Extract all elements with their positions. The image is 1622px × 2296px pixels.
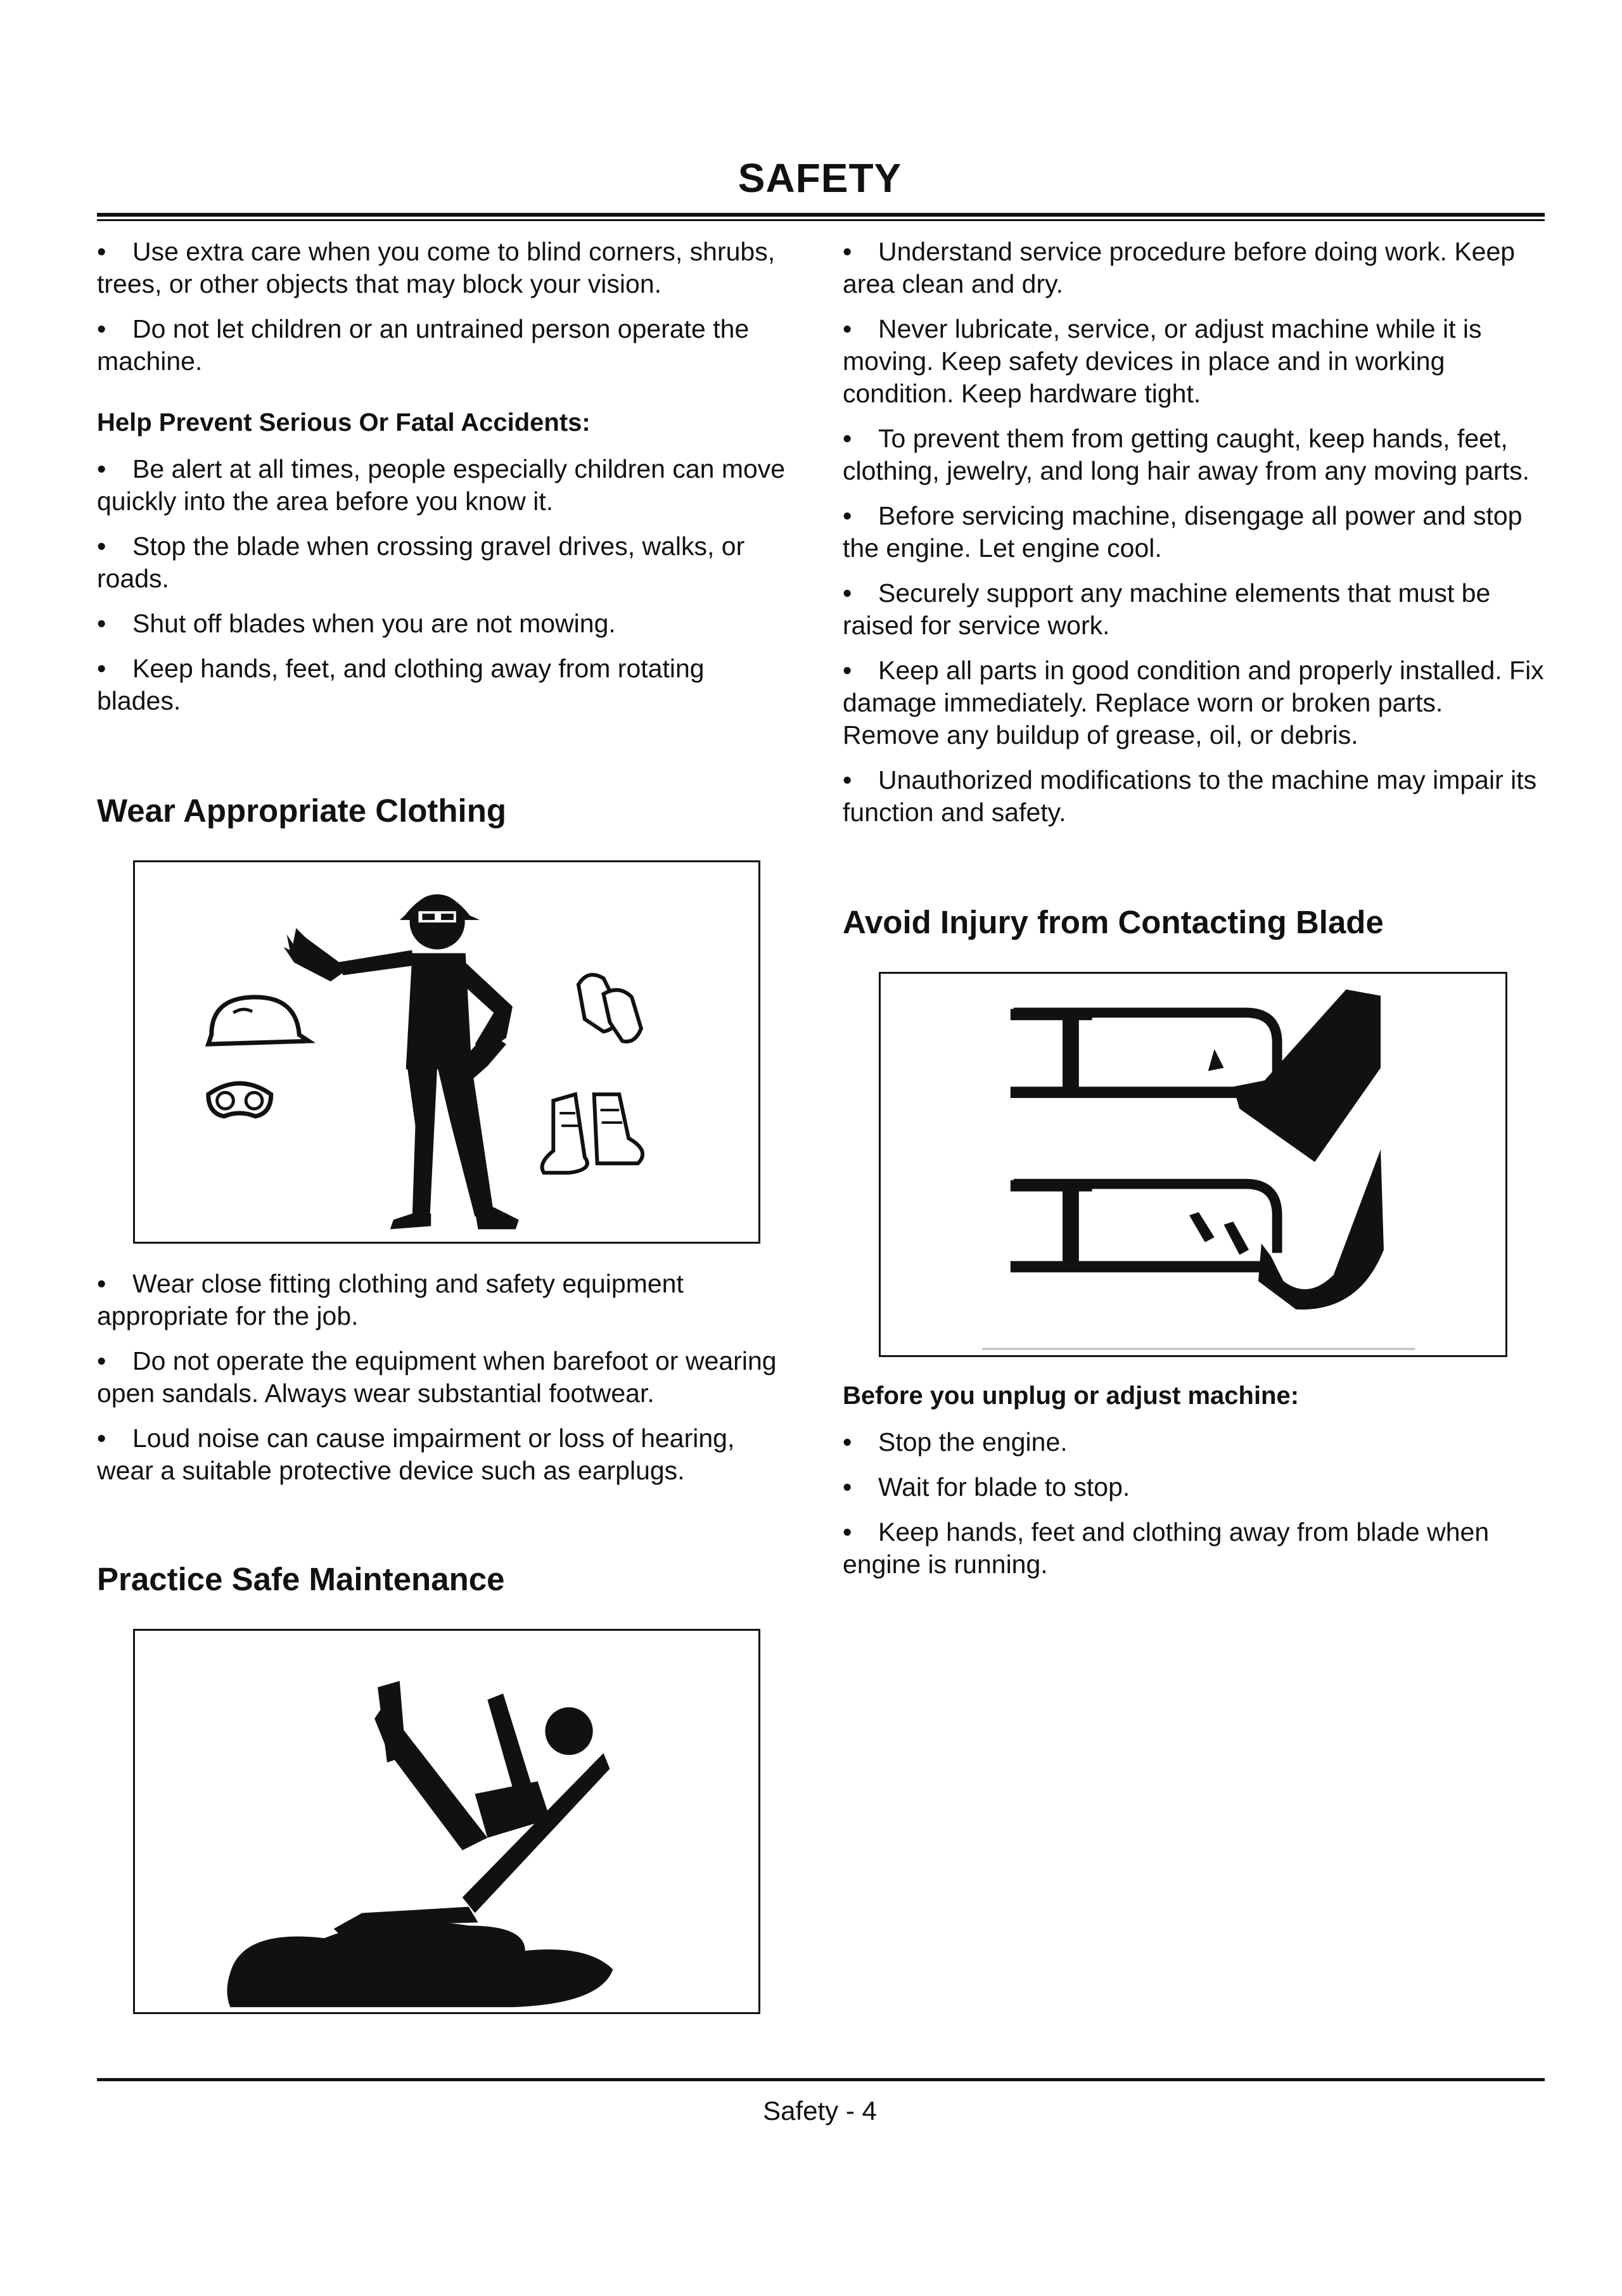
right-column xyxy=(843,236,1545,1593)
hand-contacting-blade-icon xyxy=(881,974,1505,1355)
list-item: • To prevent them from getting caught, keep hands, feet, clothing, jewelry, and long hair away from any moving parts. xyxy=(843,424,1529,485)
list-item: • Stop the engine. xyxy=(843,1426,1545,1458)
clothing-heading: Wear Appropriate Clothing xyxy=(97,793,507,829)
unplug-heading: Before you unplug or adjust machine: xyxy=(843,1382,1300,1410)
bullet-icon: • xyxy=(843,656,852,685)
bullet-icon: • xyxy=(843,1472,852,1502)
accidents-heading: Help Prevent Serious Or Fatal Accidents: xyxy=(97,409,591,437)
bullet-icon: • xyxy=(843,237,852,266)
list-item: • Before servicing machine, disengage all power and stop the engine. Let engine cool. xyxy=(843,501,1523,563)
list-item: • Do not let children or an untrained person operate the machine. xyxy=(97,314,750,376)
list-item: • Wait for blade to stop. xyxy=(843,1471,1545,1503)
bullet-icon: • xyxy=(97,654,106,683)
list-item: • Wear close fitting clothing and safety equipment appropriate for the job. xyxy=(97,1269,684,1330)
bullet-icon: • xyxy=(97,1424,106,1453)
bullet-icon: • xyxy=(97,454,106,483)
bullet-icon: • xyxy=(843,1517,852,1547)
bullet-icon: • xyxy=(843,314,852,343)
bullet-icon: • xyxy=(843,578,852,608)
list-item: • Understand service procedure before doing work. Keep area clean and dry. xyxy=(843,237,1516,298)
list-item: • Keep hands, feet and clothing away from blade when engine is running. xyxy=(843,1517,1490,1579)
bullet-icon: • xyxy=(97,237,106,266)
page-number: Safety - 4 xyxy=(763,2096,877,2126)
bullet-icon: • xyxy=(843,1427,852,1457)
blade-figure xyxy=(879,972,1507,1357)
bullet-icon: • xyxy=(97,314,106,343)
bullet-icon: • xyxy=(843,501,852,530)
bullet-icon: • xyxy=(97,1269,106,1298)
page-title: SAFETY xyxy=(738,155,902,201)
maintenance-heading: Practice Safe Maintenance xyxy=(97,1561,505,1597)
list-item: • Keep hands, feet, and clothing away from rotating blades. xyxy=(97,654,705,715)
slip-figure xyxy=(133,1629,760,2014)
list-item: • Use extra care when you come to blind corners, shrubs, trees, or other objects that may block your vision. xyxy=(97,237,776,298)
protective-clothing-figure-icon xyxy=(135,862,758,1242)
list-item: • Stop the blade when crossing gravel drives, walks, or roads. xyxy=(97,532,745,593)
bullet-icon: • xyxy=(97,609,106,638)
bullet-icon: • xyxy=(97,532,106,561)
list-item: • Be alert at all times, people especially children can move quickly into the area before you know it. xyxy=(97,454,786,516)
header-rule-thin xyxy=(97,219,1545,221)
slipping-person-icon xyxy=(135,1631,758,2012)
bullet-icon: • xyxy=(843,765,852,794)
list-item: • Keep all parts in good condition and properly installed. Fix damage immediately. Replace worn or broken parts. Remove any buildup of grease, oil, or debris. xyxy=(843,656,1544,749)
list-item: • Loud noise can cause impairment or loss of hearing, wear a suitable protective device such as earplugs. xyxy=(97,1424,735,1485)
list-item: • Shut off blades when you are not mowing. xyxy=(97,608,791,640)
left-column xyxy=(97,236,791,2014)
list-item: • Unauthorized modifications to the machine may impair its function and safety. xyxy=(843,765,1537,827)
bullet-icon: • xyxy=(97,1346,106,1375)
blade-heading: Avoid Injury from Contacting Blade xyxy=(843,904,1384,940)
clothing-figure xyxy=(133,860,760,1244)
bullet-icon: • xyxy=(843,424,852,453)
list-item: • Securely support any machine elements that must be raised for service work. xyxy=(843,578,1491,640)
footer-rule xyxy=(97,2078,1545,2081)
header-rule-thick xyxy=(97,213,1545,217)
list-item: • Never lubricate, service, or adjust machine while it is moving. Keep safety devices in place and in working condition. Keep hardware tight. xyxy=(843,314,1482,408)
list-item: • Do not operate the equipment when barefoot or wearing open sandals. Always wear substantial footwear. xyxy=(97,1346,777,1408)
